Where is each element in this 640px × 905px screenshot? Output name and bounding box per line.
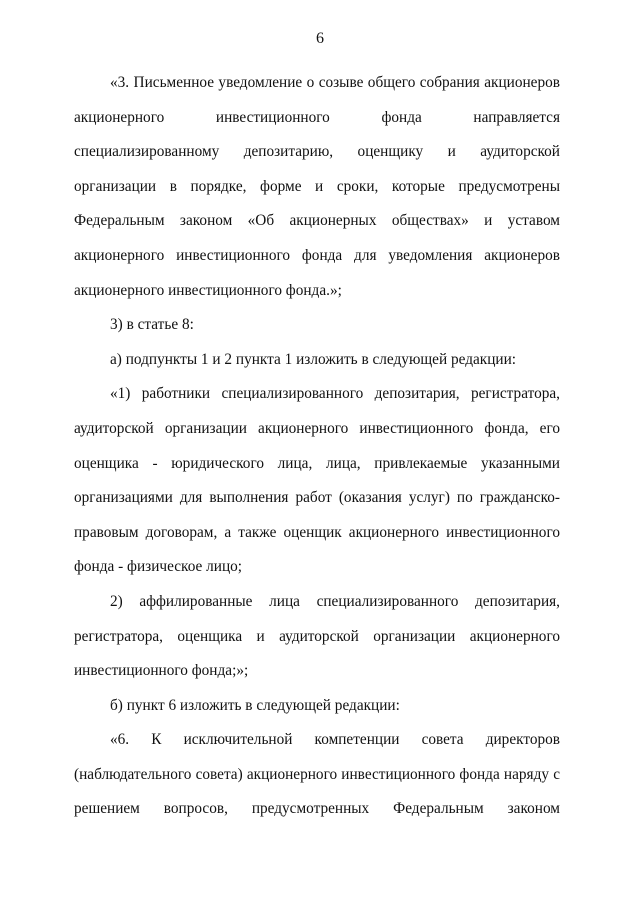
- document-body: [74, 66, 560, 827]
- paragraph-subclause-b: б) пункт 6 изложить в следующей редакции:: [110, 696, 400, 714]
- paragraph-item-2-affiliates: 2) аффилированные лица специализированного депозитария, регистратора, оценщика и аудиторской организации акционерного инвестиционного фонда;»;: [74, 592, 560, 680]
- paragraph-subclause-a: а) подпункты 1 и 2 пункта 1 изложить в следующей редакции:: [110, 350, 517, 368]
- paragraph-item-1-employees: «1) работники специализированного депозитария, регистратора, аудиторской организации акционерного инвестиционного фонда, его оценщика - юридического лица, лица, привлекаемые указанными организациями для выполнения работ (оказания услуг) по гражданско-правовым договорам, а также оценщик акционерного инвестиционного фонда - физическое лицо;: [74, 385, 560, 576]
- page-number: 6: [316, 30, 324, 47]
- paragraph-clause-6-competence: «6. К исключительной компетенции совета директоров (наблюдательного совета) акционерного инвестиционного фонда наряду с решением вопросов, предусмотренных Федеральным законом: [74, 731, 560, 818]
- paragraph-notice-clause-3: «3. Письменное уведомление о созыве общего собрания акционеров акционерного инвестиционного фонда направляется специализированному депозитарию, оценщику и аудиторской организации в порядке, форме и сроки, которые предусмотрены Федеральным законом «Об акционерных обществах» и уставом акционерного инвестиционного фонда для уведомления акционеров акционерного инвестиционного фонда.»;: [74, 74, 560, 299]
- paragraph-article-8-heading: 3) в статье 8:: [110, 316, 194, 334]
